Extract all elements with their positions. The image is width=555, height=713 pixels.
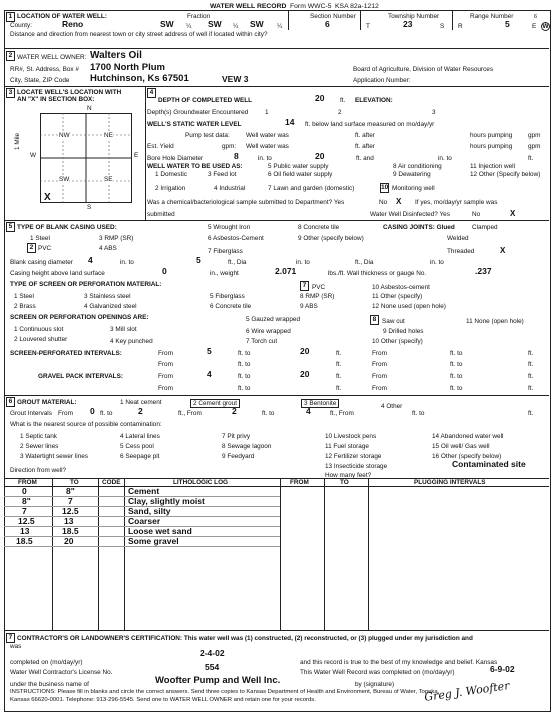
gpi-from-4: From [372,385,387,392]
pump-gpm: gpm [528,132,541,139]
submitted-label: submitted [147,211,175,218]
opening-7[interactable]: 7 Torch cut [246,338,278,345]
depth-value: 20 [315,93,325,103]
pump-ft-after: ft. after [355,132,375,139]
gpi-from-2: From [372,373,387,380]
board-label: Board of Agriculture, Division of Water Resources [353,66,494,73]
yield-gpm-2: gpm [528,143,541,150]
use-10-selected[interactable]: 10 [381,184,389,191]
screen-11[interactable]: 11 Other (specify) [372,293,423,300]
spi-to-value: 20 [300,346,310,356]
log-header-lithologic: LITHOLOGIC LOG [173,479,229,486]
static-level-tail: ft. below land surface measured on mo/day/yr [305,121,435,128]
section-2-number: 2 [6,51,15,61]
city-label: City, State, ZIP Code [10,77,70,84]
screen-6[interactable]: 6 Concrete tile [210,303,252,310]
blank-dia-unit-2: ft., Dia [355,259,374,266]
opening-9[interactable]: 9 Drilled holes [383,328,424,335]
pump-hours: hours pumping [470,132,513,139]
grout-2-selected[interactable]: 2 Cement grout [190,399,240,408]
address-value: 1700 North Plum [90,62,165,73]
chem-no[interactable]: No [379,199,388,206]
screen-12[interactable]: 12 None used (open hole) [372,303,446,310]
casing-lbs-label: lbs./ft. Wall thickness or gauge No. [328,270,427,277]
casing-9[interactable]: 9 Other (specify below) [298,235,364,242]
log-row-description: Sand, silty [128,506,171,516]
gpi-ft-to-2: ft. to [450,373,463,380]
opening-8[interactable]: Saw cut [382,318,405,325]
log-row-from: 7 [22,506,27,516]
log-row-to: 13 [64,516,74,526]
signature: Greg J. Woofter [423,679,511,704]
log-row-from: 0 [22,486,27,496]
casing-joints-label: CASING JOINTS: Glued [383,224,455,231]
spi-ft-3: ft. [336,361,342,368]
screen-9[interactable]: 9 ABS [300,303,318,310]
disinfected-no[interactable]: No [472,211,481,218]
opening-1[interactable]: 1 Continuous slot [14,326,64,333]
direction-label: Direction from well? [10,467,67,474]
use-6[interactable]: 6 Oil field water supply [268,171,333,178]
se-label: SE [104,176,113,183]
gpi-from-value: 4 [207,369,212,379]
chem-if-yes: If yes, mo/day/yr sample was [415,199,498,206]
grout-ft-from-2: ft., From [330,410,354,417]
range-label: Range Number [470,13,514,20]
log-header-code: CODE [102,479,121,486]
pump-test-label: Pump test data: [185,132,230,139]
gpi-ft-to-4: ft. to [450,385,463,392]
groundwater-label: Depth(s) Groundwater Encountered [147,109,249,116]
casing-2-selected[interactable]: 2 [27,243,36,253]
casing-height-value: 0 [162,266,167,276]
bore-value: 8 [234,151,239,161]
section-5-number: 5 [6,222,15,232]
disinfected-label: Water Well Disinfected? Yes [370,211,450,218]
certification-was: was [10,643,22,650]
grout-ft-from: ft., From [178,410,202,417]
application-label: Application Number: [353,77,411,84]
casing-7[interactable]: 7 Fiberglass [208,248,243,255]
yield-gpm: gpm: [222,143,237,150]
grout-from-2-value: 2 [232,406,237,416]
screen-5[interactable]: 5 Fiberglass [210,293,245,300]
gravel-intervals-label: GRAVEL PACK INTERVALS: [38,373,123,380]
yield-hours: hours pumping [470,143,513,150]
north-label: N [87,105,92,112]
elevation-label: ELEVATION: [355,97,393,104]
screen-7[interactable]: PVC [312,284,326,291]
gw-2: 2 [338,109,342,116]
log-header-from-2: FROM [290,479,309,486]
grout-to-2-value: 4 [306,406,311,416]
log-row-description: Clay, slightly moist [128,496,205,506]
use-title: WELL WATER TO BE USED AS: [147,163,243,170]
grout-ft-to-3: ft. to [412,410,425,417]
source-12[interactable]: 12 Fertilizer storage [325,453,382,460]
casing-threaded[interactable]: Threaded [447,248,475,255]
source-7[interactable]: 7 Pit privy [222,433,251,440]
sw-label: SW [59,176,70,183]
gw-3: 3 [432,109,436,116]
gpi-from-3: From [158,385,173,392]
source-11[interactable]: 11 Fuel storage [325,443,369,450]
yield-label: Est. Yield [147,143,174,150]
use-4[interactable]: 4 Industrial [214,185,246,192]
blank-in-to-2: in. to [296,259,310,266]
use-2[interactable]: 2 Irrigation [155,185,186,192]
chem-no-mark: X [396,197,402,206]
ksa-reference: KSA 82a-1212 [335,3,379,10]
gpi-ft-to: ft. to [238,373,251,380]
section-number-value: 6 [325,19,330,29]
grout-ft-to: ft. to [100,410,113,417]
blank-in-to: in. to [120,259,134,266]
grout-4[interactable]: 4 Other [381,403,403,410]
source-15[interactable]: 15 Oil well/ Gas well [432,443,490,450]
bore-to-value: 20 [315,151,325,161]
casing-clamped[interactable]: Clamped [472,224,498,231]
disinfected-no-mark: X [510,209,516,218]
log-row-to: 8" [66,486,75,496]
depth-label: DEPTH OF COMPLETED WELL [158,97,253,104]
section-number-label: Section Number [310,13,356,20]
threaded-mark: X [500,246,506,255]
spi-ft-2: ft. [528,350,534,357]
log-row-to: 12.5 [62,506,79,516]
chem-sample-label: Was a chemical/bacteriological sample submitted to Department? Yes [147,199,345,206]
openings-title: SCREEN OR PERFORATION OPENINGS ARE: [10,314,149,321]
completed-label: completed on (mo/day/yr) [10,659,83,666]
screen-intervals-label: SCREEN-PERFORATED INTERVALS: [10,350,122,357]
source-14[interactable]: 14 Abandoned water well [432,433,504,440]
section-3-number: 3 [6,88,15,98]
opening-11[interactable]: 11 None (open hole) [466,318,524,325]
opening-5[interactable]: 5 Gauzed wrapped [246,316,301,323]
owner-value: Walters Oil [90,50,142,61]
screen-3[interactable]: 3 Stainless steel [84,293,131,300]
county-value: Reno [62,19,84,29]
screen-10[interactable]: 10 Asbestos-cement [372,284,430,291]
source-13[interactable]: 13 Insecticide storage [325,463,388,470]
opening-2[interactable]: 2 Louvered shutter [14,336,68,343]
casing-welded[interactable]: Welded [447,235,469,242]
true-statement: and this record is true to the best of my knowledge and belief. Kansas [300,659,498,666]
use-11[interactable]: 11 Injection well [470,163,515,170]
contamination-other-value: Contaminated site [452,459,526,469]
spi-ft-to: ft. to [238,350,251,357]
range-dir-e: E [532,23,537,30]
log-row-description: Cement [128,486,160,496]
screen-1[interactable]: 1 Steel [14,293,34,300]
use-9[interactable]: 9 Dewatering [393,171,431,178]
license-value: 554 [205,662,220,672]
spi-ft: ft. [336,350,342,357]
opening-10[interactable]: 10 Other (specify) [372,338,423,345]
fraction-sep-3: ¼ [277,23,283,30]
gauge-value: .237 [475,266,492,276]
use-12[interactable]: 12 Other (Specify below) [470,171,541,178]
source-4[interactable]: 4 Lateral lines [120,433,160,440]
screen-title: TYPE OF SCREEN OR PERFORATION MATERIAL: [10,281,162,288]
source-6[interactable]: 6 Seepage pit [120,453,160,460]
grout-1[interactable]: 1 Neat cement [120,399,162,406]
log-row-description: Loose wet sand [128,526,192,536]
bore-in-to: in. to [258,155,272,162]
township-suffix: S [440,23,445,30]
form-number: Form WWC-5 [290,3,332,10]
grout-ft-to-2: ft. to [262,410,275,417]
record-date: 6-9-02 [490,664,515,674]
blank-in-to-3: in. to [430,259,444,266]
use-10[interactable]: Monitoring well [392,185,435,192]
casing-3[interactable]: 3 RMP (SR) [99,235,134,242]
section-4-number: 4 [147,88,156,98]
section-3-title-2: AN "X" IN SECTION BOX: [17,96,95,103]
casing-8[interactable]: 8 Concrete tile [298,224,340,231]
east-label: E [134,152,139,159]
log-row-description: Coarser [128,516,161,526]
city-value: Hutchinson, Ks 67501 [90,73,189,84]
fraction-q2: SW [208,19,222,29]
static-level-label: WELL'S STATIC WATER LEVEL [147,121,242,128]
use-3[interactable]: 3 Feed lot [208,171,237,178]
screen-2[interactable]: 2 Brass [14,303,36,310]
range-prefix: R [458,23,463,30]
casing-height-label: Casing height above land surface [10,270,105,277]
grout-to-value: 2 [138,406,143,416]
log-row-to: 18.5 [62,526,79,536]
log-row-from: 12.5 [18,516,35,526]
blank-dia-to: 5 [196,255,201,265]
contamination-source-label: What is the nearest source of possible contamination: [10,421,162,428]
grout-from: From [58,410,73,417]
township-prefix: T [366,23,370,30]
business-label: under the business name of [10,681,89,688]
fraction-label: Fraction [187,13,211,20]
log-row-to: 20 [64,536,74,546]
use-7[interactable]: 7 Lawn and garden (domestic) [268,185,355,192]
section-box-grid[interactable] [40,113,132,203]
form-title: WATER WELL RECORD [210,3,287,10]
section-1-title: LOCATION OF WATER WELL: [17,13,107,20]
static-level-value: 14 [285,117,295,127]
log-header-to: TO [70,479,79,486]
fraction-sep-2: ¼ [233,23,239,30]
gpi-from-1: From [158,373,173,380]
spi-ft-4: ft. [528,361,534,368]
opening-6[interactable]: 6 Wire wrapped [246,328,291,335]
completed-date: 2-4-02 [200,648,225,658]
owner-label: WATER WELL OWNER: [17,54,87,61]
grout-from-value: 0 [90,406,95,416]
gpi-to-value: 20 [300,369,310,379]
spi-from-value: 5 [207,346,212,356]
grout-label: GROUT MATERIAL: [17,399,77,406]
certification-text: CONTRACTOR'S OR LANDOWNER'S CERTIFICATION: This water well was (1) constructed, (2) reconstructed, or (3) plugged under my jurisdiction and [17,635,473,642]
spi-ft-to-2: ft. to [450,350,463,357]
section-7-number: 7 [6,633,15,643]
address-label: RR#, St. Address, Box # [10,66,79,73]
opening-8-selected[interactable]: 8 [370,315,379,325]
casing-4[interactable]: 4 ABS [99,245,117,252]
distance-label: Distance and direction from nearest town or city street address of well if located within city? [10,31,268,38]
gpi-ft: ft. [336,373,342,380]
log-row-description: Some gravel [128,536,179,546]
license-label: Water Well Contractor's License No. [10,669,113,676]
fraction-sep-1: ¼ [186,23,192,30]
log-row-from: 18.5 [16,536,33,546]
use-8[interactable]: 8 Air conditioning [393,163,442,170]
log-row-from: 8" [22,496,31,506]
section-3-title-1: LOCATE WELL'S LOCATION WITH [17,89,122,96]
casing-2[interactable]: PVC [38,245,52,252]
source-1[interactable]: 1 Septic tank [20,433,57,440]
gpi-ft-3: ft. [336,385,342,392]
depth-unit: ft. [340,97,346,104]
spi-from-2: From [372,350,387,357]
casing-5[interactable]: 5 Wrought Iron [208,224,251,231]
page-number: 6 [534,14,538,20]
opening-3[interactable]: 3 Mill slot [110,326,137,333]
log-row-to: 7 [68,496,73,506]
log-header-from: FROM [18,479,37,486]
source-8[interactable]: 8 Sewage lagoon [222,443,272,450]
opening-4[interactable]: 4 Key punched [110,338,153,345]
yield-ft-after: ft. after [355,143,375,150]
casing-weight-label: in., weight [210,270,239,277]
bore-label: Bore Hole Diameter [147,155,204,162]
section-6-number: 6 [6,397,15,407]
log-header-to-2: TO [340,479,349,486]
blank-dia-unit: ft., Dia [228,259,247,266]
spi-from-1: From [158,350,173,357]
blank-dia-value: 4 [88,255,93,265]
yield-well-water: Well water was [246,143,289,150]
bore-and: ft. and [356,155,374,162]
gpi-ft-4: ft. [528,385,534,392]
log-header-plugging: PLUGGING INTERVALS [414,479,486,486]
south-label: S [87,204,92,211]
source-5[interactable]: 5 Cess pool [120,443,154,450]
how-many-feet-label: How many feet? [325,472,372,479]
business-value: Woofter Pump and Well Inc. [155,675,281,686]
casing-weight-value: 2.071 [275,266,297,276]
well-location-mark: X [44,192,51,203]
source-16[interactable]: 16 Other (specify below) [432,453,502,460]
ne-label: NE [104,132,113,139]
gpi-ft-to-3: ft. to [238,385,251,392]
gw-1: 1 [265,109,269,116]
use-1[interactable]: 1 Domestic [155,171,187,178]
blank-dia-label: Blank casing diameter [10,259,73,266]
grout-3-selected[interactable]: 3 Bentonite [301,399,339,408]
fraction-q1: SW [160,19,174,29]
mile-label: 1 Mile [14,132,21,150]
spi-from-4: From [372,361,387,368]
signature-label: by (signature) [355,681,395,688]
source-10[interactable]: 10 Livestock pens [325,433,377,440]
west-label: W [30,152,37,159]
casing-6[interactable]: 6 Asbestos-Cement [208,235,264,242]
source-9[interactable]: 9 Feedyard [222,453,255,460]
casing-1[interactable]: 1 Steel [30,235,50,242]
range-dir-w-circled: W [542,23,549,30]
spi-ft-to-3: ft. to [238,361,251,368]
instructions-line-2: Kansas 66620-0001. Telephone: 913-296-5545. Send one to WATER WELL OWNER and retain one for your records. [10,697,316,703]
log-row-from: 13 [20,526,30,536]
township-label: Township Number [388,13,440,20]
screen-4[interactable]: 4 Galvanized steel [84,303,137,310]
county-label: County: [10,22,33,29]
pump-well-water: Well water was [246,132,289,139]
instructions-line-1: INSTRUCTIONS: Please fill in blanks and circle the correct answers. Send three copies to Kansas Department of Health and Environment, Bureau of Water, Topeka, [10,689,440,695]
grout-intervals-label: Grout Intervals [10,410,52,417]
casing-title: TYPE OF BLANK CASING USED: [17,224,117,231]
source-2[interactable]: 2 Sewer lines [20,443,59,450]
record-statement: This Water Well Record was completed on (mo/day/yr) [300,669,455,676]
nw-label: NW [59,132,70,139]
use-5[interactable]: 5 Public water supply [268,163,329,170]
spi-ft-to-4: ft. to [450,361,463,368]
fraction-q3: SW [250,19,264,29]
gpi-ft-2: ft. [528,373,534,380]
spi-from-3: From [158,361,173,368]
vew-value: VEW 3 [222,74,249,84]
section-1-number: 1 [6,12,15,22]
screen-8[interactable]: 8 RMP (SR) [300,293,335,300]
bore-ft: ft. [528,155,534,162]
bore-in-to-2: in. to [438,155,452,162]
range-value: 5 [505,19,510,29]
screen-7-selected[interactable]: 7 [300,281,309,291]
source-3[interactable]: 3 Watertight sewer lines [20,453,88,460]
grout-ft: ft. [528,410,534,417]
township-value: 23 [403,19,413,29]
